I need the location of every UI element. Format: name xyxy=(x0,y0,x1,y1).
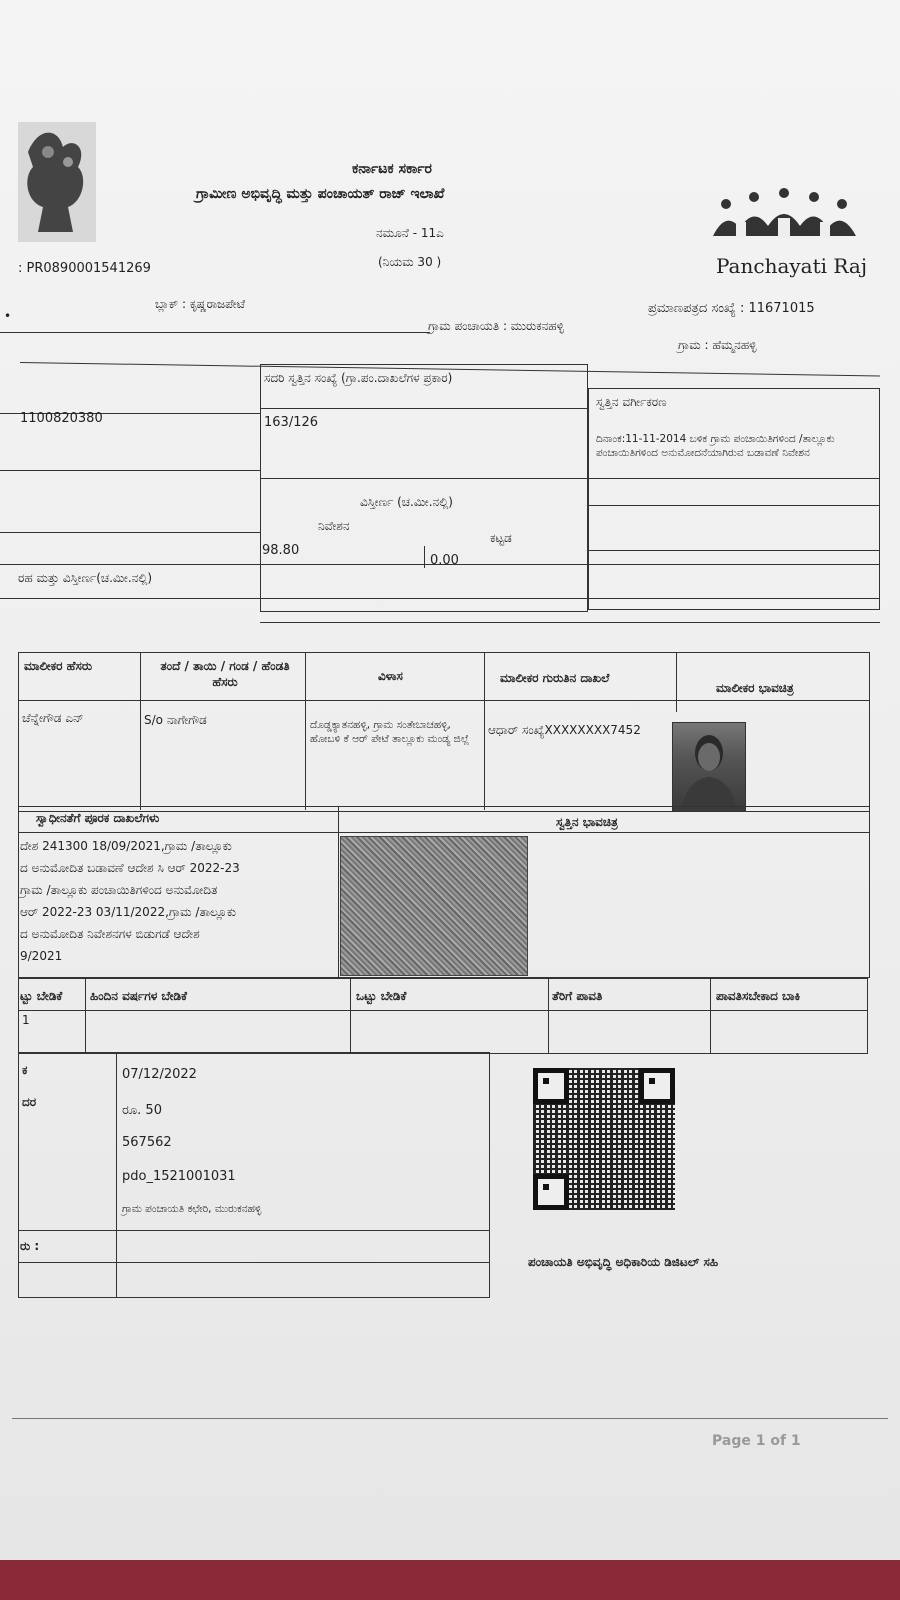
building-area-value: 0.00 xyxy=(430,553,459,568)
certificate-number: ಪ್ರಮಾಣಪತ್ರದ ಸಂಖ್ಯೆ : 11671015 xyxy=(648,301,815,316)
form-number: ನಮೂನೆ - 11ಎ xyxy=(376,226,444,240)
tax-row-value: 1 xyxy=(22,1013,30,1027)
dept-title: ಗ್ರಾಮೀಣ ಅಭಿವೃದ್ಧಿ ಮತ್ತು ಪಂಚಾಯತ್ ರಾಜ್ ಇಲಾಖೆ xyxy=(196,186,445,202)
site-area-value: 98.80 xyxy=(262,543,300,558)
tax-header-balance: ಪಾವತಿಸಬೇಕಾದ ಬಾಕಿ xyxy=(716,989,801,1003)
issue-fee: ರೂ. 50 xyxy=(122,1103,162,1118)
document-line-1: ದೇಶ 241300 18/09/2021,ಗ್ರಾಮ /ತಾಲ್ಲೂಕು xyxy=(20,839,232,853)
size-area-label: ರಹ ಮತ್ತು ವಿಸ್ತೀರ್ಣ(ಚ.ಮೀ.ನಲ್ಲಿ) xyxy=(18,571,153,585)
village-label: ಗ್ರಾಮ : ಹೆಮ್ಮನಹಳ್ಳಿ xyxy=(678,338,757,352)
area-label: ವಿಸ್ತೀರ್ಣ (ಚ.ಮೀ.ನಲ್ಲಿ) xyxy=(360,495,453,509)
site-label: ನಿವೇಶನ xyxy=(318,519,350,533)
classification-label: ಸ್ವತ್ತಿನ ವರ್ಗೀಕರಣ xyxy=(596,395,667,409)
property-no-value: 163/126 xyxy=(264,415,319,430)
qr-code xyxy=(533,1068,675,1210)
page-number: Page 1 of 1 xyxy=(712,1433,801,1449)
panchayati-raj-logo-icon xyxy=(708,188,858,250)
address-header: ವಿಳಾಸ xyxy=(378,669,403,683)
owner-portrait-icon xyxy=(673,723,745,811)
owner-name-header: ಮಾಲೀಕರ ಹೆಸರು xyxy=(24,659,93,673)
tax-header-tax-paid: ತೆರಿಗೆ ಪಾವತಿ xyxy=(552,989,603,1003)
owner-name: ಚೆನ್ನೇಗೌಡ ಎನ್ xyxy=(22,711,84,725)
document-line-6: 9/2021 xyxy=(20,949,63,963)
document-line-3: ಗ್ರಾಮ /ತಾಲ್ಲೂಕು ಪಂಚಾಯಿತಿಗಳಿಂದ ಅನುಮೋದಿತ xyxy=(20,883,218,897)
property-photo-label: ಸ್ವತ್ತಿನ ಭಾವಚಿತ್ರ xyxy=(556,815,618,829)
tax-header-total-demand-partial: ಟ್ಟು ಬೇಡಿಕೆ xyxy=(20,989,63,1003)
pdo-id: pdo_1521001031 xyxy=(122,1169,236,1184)
owner-id-proof: ಆಧಾರ್ ಸಂಖ್ಯೆXXXXXXXX7452 xyxy=(488,723,641,737)
issue-date: 07/12/2022 xyxy=(122,1067,197,1082)
rule-number: (ನಿಯಮ 30 ) xyxy=(378,255,442,269)
issue-label-2: ದರ xyxy=(22,1095,37,1109)
owner-address: ದೊಡ್ಡಕ್ಯಾತನಹಳ್ಳಿ, ಗ್ರಾಮ ಸಂತೇಬಾಚಹಳ್ಳಿ, ಹೋಬಳಿ ಕೆ ಆರ್ ಪೇಟೆ ತಾಲ್ಲೂಕು ಮಂಡ್ಯ ಜಿಲ್ಲೆ xyxy=(310,719,470,746)
issuing-office: ಗ್ರಾಮ ಪಂಚಾಯತಿ ಕಛೇರಿ, ಮುರುಕನಹಳ್ಳಿ xyxy=(122,1203,262,1215)
supporting-docs-label: ಸ್ವಾಧೀನತೆಗೆ ಪೂರಕ ದಾಖಲೆಗಳು xyxy=(36,811,160,825)
tax-header-total-demand: ಒಟ್ಟು ಬೇಡಿಕೆ xyxy=(356,989,407,1003)
property-photo xyxy=(340,836,528,976)
gov-title: ಕರ್ನಾಟಕ ಸರ್ಕಾರ xyxy=(352,161,432,177)
gram-panchayat-label: ಗ್ರಾಮ ಪಂಚಾಯತಿ : ಮುರುಕನಹಳ್ಳಿ xyxy=(428,319,564,333)
document-page: ಕರ್ನಾಟಕ ಸರ್ಕಾರ ಗ್ರಾಮೀಣ ಅಭಿವೃದ್ಧಿ ಮತ್ತು ಪಂಚಾಯತ್ ರಾಜ್ ಇಲಾಖೆ ನಮೂನೆ - 11ಎ (ನಿಯಮ 30 ) : PR0890001541269 Panchayati Raj • ಬ್ಲಾಕ್ : ಕೃಷ್ಣರಾಜಪೇಟೆ ಗ್ರಾಮ ಪಂಚಾಯತಿ : ಮುರುಕನಹಳ್ಳಿ ಪ್ರಮಾಣಪತ್ರದ ಸಂಖ್ಯೆ : 11671015 ಗ್ರಾಮ : ಹೆಮ್ಮನಹಳ್ಳಿ ಸದರಿ ಸ್ವತ್ತಿನ ಸಂಖ್ಯೆ (ಗ್ರಾ.ಪಂ.ದಾಖಲೆಗಳ ಪ್ರಕಾರ) ಸ್ವತ್ತಿನ ವರ್ಗೀಕರಣ 1100820380 163/126 ದಿನಾಂಕ:11-11-2014 ಬಳಿಕ ಗ್ರಾಮ ಪಂಚಾಯಿತಿಗಳಿಂದ /ತಾಲ್ಲೂಕು ಪಂಚಾಯಿತಿಗಳಿಂದ ಅನುಮೋದನೆಯಾಗಿರುವ ಬಡಾವಣೆ ನಿವೇಶನ ವಿಸ್ತೀರ್ಣ (ಚ.ಮೀ.ನಲ್ಲಿ) ನಿವೇಶನ ಕಟ್ಟಡ 98.80 0.00 ರಹ ಮತ್ತು ವಿಸ್ತೀರ್ಣ(ಚ.ಮೀ.ನಲ್ಲಿ) ಮಾಲೀಕರ ಹೆಸರು ತಂದೆ / ತಾಯಿ / ಗಂಡ / ಹೆಂಡತಿ ಹೆಸರು ವಿಳಾಸ ಮಾಲೀಕರ ಗುರುತಿನ ದಾಖಲೆ ಮಾಲೀಕರ ಭಾವಚಿತ್ರ ಚೆನ್ನೇಗೌಡ ಎನ್ S/o ನಾಗೇಗೌಡ ದೊಡ್ಡಕ್ಯಾತನಹಳ್ಳಿ, ಗ್ರಾಮ ಸಂತೇಬಾಚಹಳ್ಳಿ, ಹೋಬಳಿ ಕೆ ಆರ್ ಪೇಟೆ ತಾಲ್ಲೂಕು ಮಂಡ್ಯ ಜಿಲ್ಲೆ ಆಧಾರ್ ಸಂಖ್ಯೆXXXXXXXX7452 ಸ್ವಾಧೀನತೆಗೆ ಪೂರಕ ದಾಖಲೆಗಳು ಸ್ವತ್ತಿನ ಭಾವಚಿತ್ರ ದೇಶ 241300 18/09/2021,ಗ್ರಾಮ /ತಾಲ್ಲೂಕು ದ ಅನುಮೋದಿತ ಬಡಾವಣೆ ಆದೇಶ ಸಿ ಆರ್ 2022-23 ಗ್ರಾಮ /ತಾಲ್ಲೂಕು ಪಂಚಾಯಿತಿಗಳಿಂದ ಅನುಮೋದಿತ ಆರ್ 2022-23 03/11/2022,ಗ್ರಾಮ /ತಾಲ್ಲೂಕು ದ ಅನುಮೋದಿತ ನಿವೇಶನಗಳ ಬಿಡುಗಡೆ ಆದೇಶ 9/2021 ಟ್ಟು ಬೇಡಿಕೆ ಹಿಂದಿನ ವರ್ಷಗಳ ಬೇಡಿಕೆ ಒಟ್ಟು ಬೇಡಿಕೆ ತೆರಿಗೆ ಪಾವತಿ ಪಾವತಿಸಬೇಕಾದ ಬಾಕಿ 1 ಕ ದರ ರು : 07/12/2022 ರೂ. 50 567562 pdo_1521001031 ಗ್ರಾಮ ಪಂಚಾಯತಿ ಕಛೇರಿ, ಮುರುಕನಹಳ್ಳಿ ಪಂಚಾಯತಿ ಅಭಿವೃದ್ಧಿ ಅಧಿಕಾರಿಯ ಡಿಜಿಟಲ್ ಸಹಿ Page 1 of 1 xyxy=(0,0,900,1560)
owner-photo-header: ಮಾಲೀಕರ ಭಾವಚಿತ್ರ xyxy=(716,681,794,695)
document-line-2: ದ ಅನುಮೋದಿತ ಬಡಾವಣೆ ಆದೇಶ ಸಿ ಆರ್ 2022-23 xyxy=(20,861,240,875)
property-no-label: ಸದರಿ ಸ್ವತ್ತಿನ ಸಂಖ್ಯೆ (ಗ್ರಾ.ಪಂ.ದಾಖಲೆಗಳ ಪ್ರಕಾರ) xyxy=(264,371,453,385)
panchayati-raj-text: Panchayati Raj xyxy=(716,254,868,278)
property-id: 1100820380 xyxy=(20,411,103,426)
owner-photo xyxy=(672,722,746,812)
document-line-4: ಆರ್ 2022-23 03/11/2022,ಗ್ರಾಮ /ತಾಲ್ಲೂಕು xyxy=(20,905,237,919)
owner-relation: S/o ನಾಗೇಗೌಡ xyxy=(144,713,207,727)
relation-header: ತಂದೆ / ತಾಯಿ / ಗಂಡ / ಹೆಂಡತಿ ಹೆಸರು xyxy=(160,659,290,690)
issue-label-1: ಕ xyxy=(22,1063,28,1077)
document-line-5: ದ ಅನುಮೋದಿತ ನಿವೇಶನಗಳ ಬಿಡುಗಡೆ ಆದೇಶ xyxy=(20,927,200,941)
building-label: ಕಟ್ಟಡ xyxy=(490,531,512,545)
classification-value: ದಿನಾಂಕ:11-11-2014 ಬಳಿಕ ಗ್ರಾಮ ಪಂಚಾಯಿತಿಗಳಿಂದ /ತಾಲ್ಲೂಕು ಪಂಚಾಯಿತಿಗಳಿಂದ ಅನುಮೋದನೆಯಾಗಿರುವ ಬಡಾವಣೆ ನಿವೇಶನ xyxy=(596,433,835,460)
receipt-number: 567562 xyxy=(122,1135,172,1150)
tax-header-previous-demand: ಹಿಂದಿನ ವರ್ಷಗಳ ಬೇಡಿಕೆ xyxy=(90,989,188,1003)
issue-label-3: ರು : xyxy=(20,1239,40,1253)
taluk-label: ಬ್ಲಾಕ್ : ಕೃಷ್ಣರಾಜಪೇಟೆ xyxy=(155,297,246,311)
pr-id: : PR0890001541269 xyxy=(18,261,151,276)
karnataka-emblem-icon xyxy=(18,122,96,242)
digital-signature-label: ಪಂಚಾಯತಿ ಅಭಿವೃದ್ಧಿ ಅಧಿಕಾರಿಯ ಡಿಜಿಟಲ್ ಸಹಿ xyxy=(528,1255,719,1269)
id-proof-header: ಮಾಲೀಕರ ಗುರುತಿನ ದಾಖಲೆ xyxy=(500,671,610,685)
